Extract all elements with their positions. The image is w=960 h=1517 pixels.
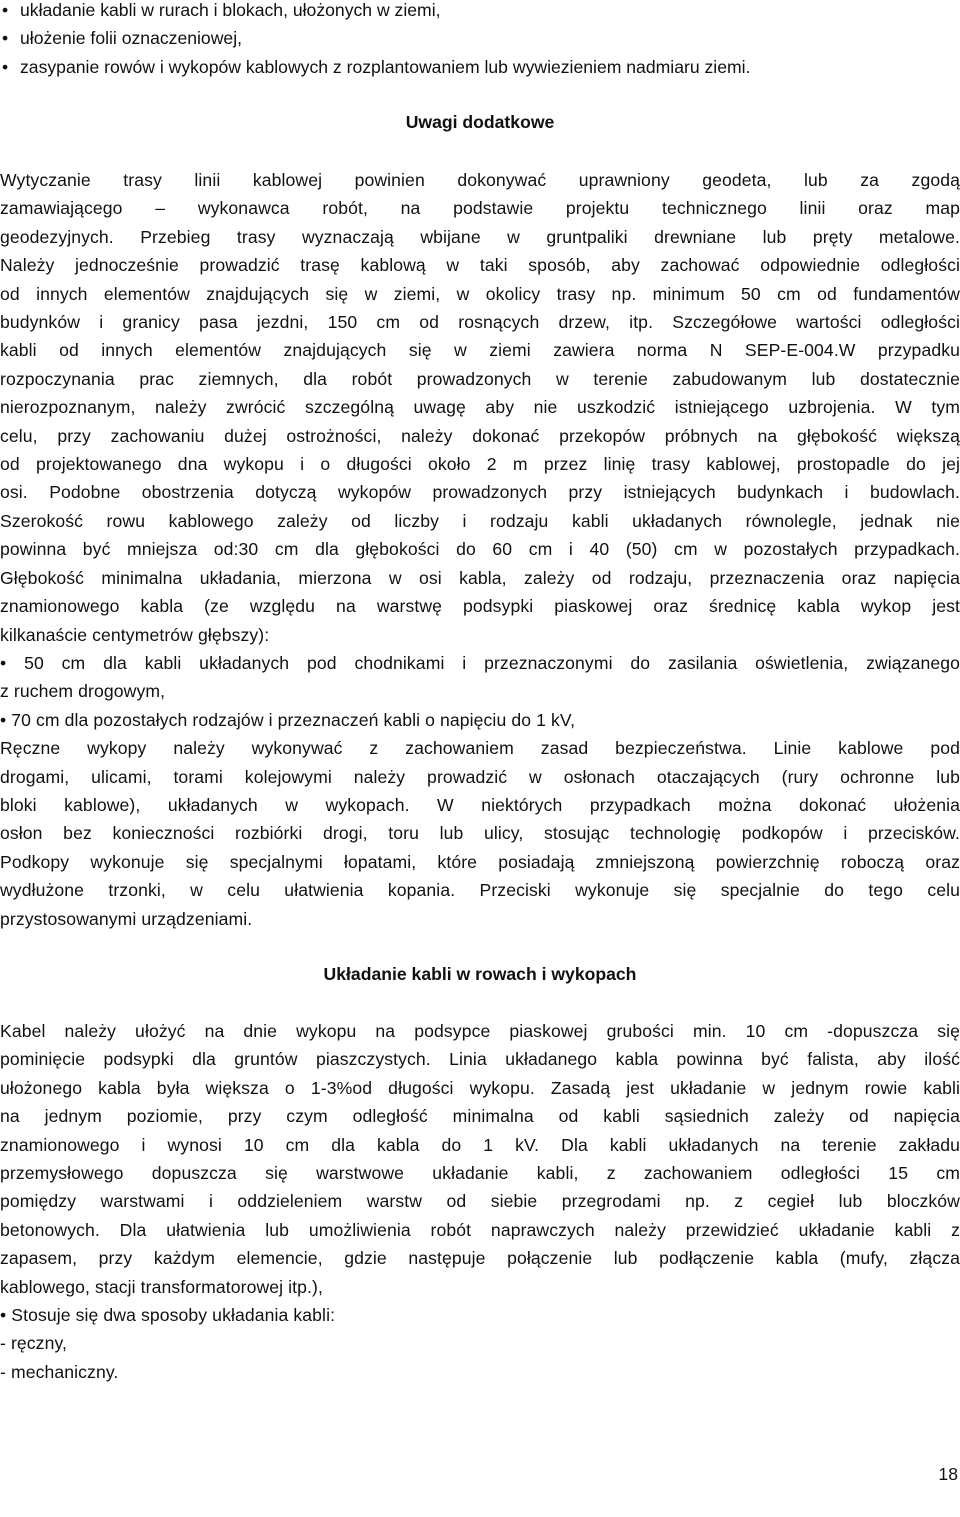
text-line: Podkopy wykonuje się specjalnymi łopatami, które posiadają zmniejszoną powierzchnię roboczą oraz (0, 851, 960, 872)
text-line: z ruchem drogowym, (0, 681, 166, 702)
text-line: od innych elementów znajdujących się w ziemi, w okolicy trasy np. minimum 50 cm od fundamentów (0, 283, 960, 304)
text-line: - mechaniczny. (0, 1361, 119, 1382)
text-line: osłon bez konieczności rozbiórki drogi, toru lub ulicy, stosując technologię podkopów i przecisków. (0, 823, 960, 844)
text-line: znamionowego i wynosi 10 cm dla kabla do 1 kV. Dla kabli układanych na terenie zakładu (0, 1134, 960, 1155)
page-number: 18 (938, 1464, 958, 1484)
text-line: geodezyjnych. Przebieg trasy wyznaczają wbijane w gruntpaliki drewniane lub pręty metalowe. (0, 226, 960, 247)
text-line: Należy jednocześnie prowadzić trasę kablową w taki sposób, aby zachować odpowiednie odległości (0, 255, 960, 276)
text-line: celu, przy zachowaniu dużej ostrożności, należy dokonać przekopów próbnych na głębokość większą (0, 425, 960, 446)
text-line: kilkanaście centymetrów głębszy): (0, 624, 270, 645)
bullet-line: • 70 cm dla pozostałych rodzajów i przeznaczeń kabli o napięciu do 1 kV, (0, 709, 576, 730)
section-heading: Uwagi dodatkowe (405, 112, 555, 132)
text-line: Kabel należy ułożyć na dnie wykopu na podsypce piaskowej grubości min. 10 cm -dopuszcza się (0, 1021, 960, 1041)
text-line: wydłużone trzonki, w celu ułatwienia kopania. Przeciski wykonuje się specjalnie do tego celu (0, 880, 960, 901)
text-line: kablowego, stacji transformatorowej itp.), (0, 1276, 323, 1297)
text-line: bloki kablowe), układanych w wykopach. W niektórych przypadkach można dokonać ułożenia (0, 794, 960, 815)
text-line: znamionowego kabla (ze względu na warstwę podsypki piaskowej oraz średnicę kabla wykop jest (0, 596, 960, 617)
bullet-list (0, 0, 958, 81)
text-line: powinna być mniejsza od:30 cm dla głębokości do 60 cm i 40 (50) cm w pozostałych przypadkach. (0, 539, 960, 560)
text-line: rozpoczynania prac ziemnych, dla robót prowadzonych w terenie zabudowanym lub dostatecznie (0, 368, 960, 389)
text-line: Wytyczanie trasy linii kablowej powinien dokonywać uprawniony geodeta, lub za zgodą (0, 170, 960, 190)
list-item: • układanie kabli w rurach i blokach, ułożonych w ziemi, (2, 0, 958, 24)
text-line: ułożonego kabla była większa o 1-3%od długości wykopu. Zasadą jest układanie w jednym rowie kabli (0, 1077, 960, 1098)
paragraph (0, 166, 960, 933)
text-line: Ręczne wykopy należy wykonywać z zachowaniem zasad bezpieczeństwa. Linie kablowe pod (0, 738, 960, 759)
text-line: pominięcie podsypki dla gruntów piaszczystych. Linia układanego kabla powinna być falista, aby ilość (0, 1049, 960, 1070)
paragraph (0, 1017, 960, 1386)
text-line: od projektowanego dna wykopu i o długości około 2 m przez linię trasy kablowej, prostopadle do jej (0, 454, 960, 475)
text-line: pomiędzy warstwami i oddzieleniem warstw od siebie przegrodami np. z cegieł lub bloczków (0, 1191, 960, 1212)
text-line: drogami, ulicami, torami kolejowymi należy prowadzić w osłonach otaczających (rury ochronne lub (0, 766, 960, 787)
text-line: zamawiającego – wykonawca robót, na podstawie projektu technicznego linii oraz map (0, 198, 960, 219)
text-line: betonowych. Dla ułatwienia lub umożliwienia robót naprawczych należy przewidzieć układanie kabli z (0, 1219, 960, 1240)
text-line: - ręczny, (0, 1333, 68, 1354)
text-line: budynków i granicy pasa jezdni, 150 cm od rosnących drzew, itp. Szczegółowe wartości odległości (0, 312, 960, 333)
list-item: • ułożenie folii oznaczeniowej, (2, 24, 958, 52)
section-heading: Układanie kabli w rowach i wykopach (323, 964, 637, 984)
text-line: kabli od innych elementów znajdujących się w ziemi zawiera norma N SEP-E-004.W przypadku (0, 340, 960, 361)
text-line: Głębokość minimalna układania, mierzona w osi kabla, zależy od rodzaju, przeznaczenia oraz napięcia (0, 567, 960, 588)
bullet-line: • Stosuje się dwa sposoby układania kabli: (0, 1305, 336, 1326)
list-item: • zasypanie rowów i wykopów kablowych z rozplantowaniem lub wywiezieniem nadmiaru ziemi. (2, 53, 958, 81)
text-line: zapasem, przy każdym elemencie, gdzie następuje połączenie lub podłączenie kabla (mufy, złącza (0, 1248, 960, 1269)
text-line: osi. Podobne obostrzenia dotyczą wykopów prowadzonych przy istniejących budynkach i budowlach. (0, 482, 960, 503)
text-line: przemysłowego dopuszcza się warstwowe układanie kabli, z zachowaniem odległości 15 cm (0, 1163, 960, 1184)
bullet-line: • 50 cm dla kabli układanych pod chodnikami i przeznaczonymi do zasilania oświetlenia, związanego (0, 652, 960, 673)
text-line: nierozpoznanym, należy zwrócić szczególną uwagę aby nie uszkodzić istniejącego uzbrojenia. W tym (0, 397, 960, 418)
text-line: Szerokość rowu kablowego zależy od liczby i rodzaju kabli układanych równolegle, jednak nie (0, 510, 960, 531)
text-line: na jednym poziomie, przy czym odległość minimalna od kabli sąsiednich zależy od napięcia (0, 1106, 960, 1127)
text-line: przystosowanymi urządzeniami. (0, 908, 253, 929)
